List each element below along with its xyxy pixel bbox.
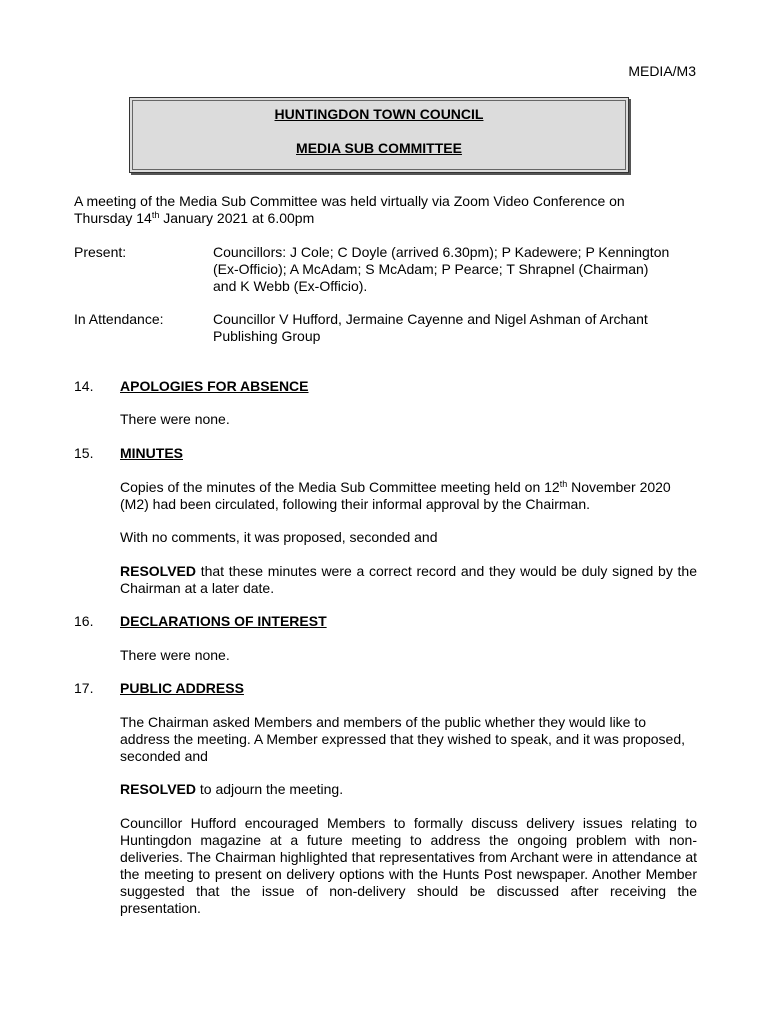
minutes-date-suffix: th xyxy=(559,479,568,489)
item-17-number: 17. xyxy=(74,680,94,696)
item-15-paragraph-1 xyxy=(120,479,697,513)
minutes-text-start: Copies of the minutes of the Media Sub Committee meeting held on 12 xyxy=(120,479,560,495)
item-17-paragraph-3: Councillor Hufford encouraged Members to formally discuss delivery issues relating to Huntingdon magazine at a future meeting to address the ongoing problem with non-deliveries. The Chairman highlighted that representatives from Archant were in attendance at the meeting to present on delivery options with the Hunts Post newspaper. Another Member suggested that the issue of non-delivery should be discussed after receiving the presentation. xyxy=(120,815,697,916)
resolved-keyword: RESOLVED xyxy=(120,563,196,579)
intro-date-rest: January 2021 at 6.00pm xyxy=(159,210,315,226)
present-label: Present: xyxy=(74,244,127,260)
resolution-text: to adjourn the meeting. xyxy=(195,781,344,797)
intro-date-suffix: th xyxy=(151,210,160,220)
attendance-label: In Attendance: xyxy=(74,311,164,327)
committee-name: MEDIA SUB COMMITTEE xyxy=(296,140,462,156)
resolution-text: that these minutes were a correct record and they would be duly signed by the Chairman at a later date. xyxy=(120,563,697,596)
item-14-text: There were none. xyxy=(120,411,230,427)
intro-date-prefix: Thursday 14 xyxy=(74,210,152,226)
title-box xyxy=(129,97,629,173)
item-17-paragraph-1: The Chairman asked Members and members of the public whether they would like to address the meeting. A Member expressed that they wished to speak, and it was proposed, seconded and xyxy=(120,714,685,764)
item-15-heading: MINUTES xyxy=(120,445,183,461)
item-15-paragraph-2: With no comments, it was proposed, seconded and xyxy=(120,529,438,545)
present-list: Councillors: J Cole; C Doyle (arrived 6.30pm); P Kadewere; P Kennington (Ex-Officio); A McAdam; S McAdam; P Pearce; T Shrapnel (Chairman) and K Webb (Ex-Officio). xyxy=(213,244,670,294)
item-15-number: 15. xyxy=(74,445,94,461)
item-17-resolution xyxy=(120,781,697,798)
intro-paragraph xyxy=(74,193,696,227)
item-16-text: There were none. xyxy=(120,647,230,663)
item-16-number: 16. xyxy=(74,613,94,629)
resolved-keyword: RESOLVED xyxy=(120,781,196,797)
item-16-heading: DECLARATIONS OF INTEREST xyxy=(120,613,327,629)
item-17-heading: PUBLIC ADDRESS xyxy=(120,680,244,696)
document-reference: MEDIA/M3 xyxy=(628,63,696,79)
intro-line-1: A meeting of the Media Sub Committee was held virtually via Zoom Video Conference on xyxy=(74,193,625,209)
attendance-list: Councillor V Hufford, Jermaine Cayenne and Nigel Ashman of Archant Publishing Group xyxy=(213,311,648,344)
item-14-heading: APOLOGIES FOR ABSENCE xyxy=(120,378,309,394)
minutes-text-end: November 2020 (M2) had been circulated, following their informal approval by the Chairman. xyxy=(120,479,671,512)
item-15-resolution xyxy=(120,563,697,597)
item-14-number: 14. xyxy=(74,378,94,394)
council-name: HUNTINGDON TOWN COUNCIL xyxy=(274,106,484,122)
